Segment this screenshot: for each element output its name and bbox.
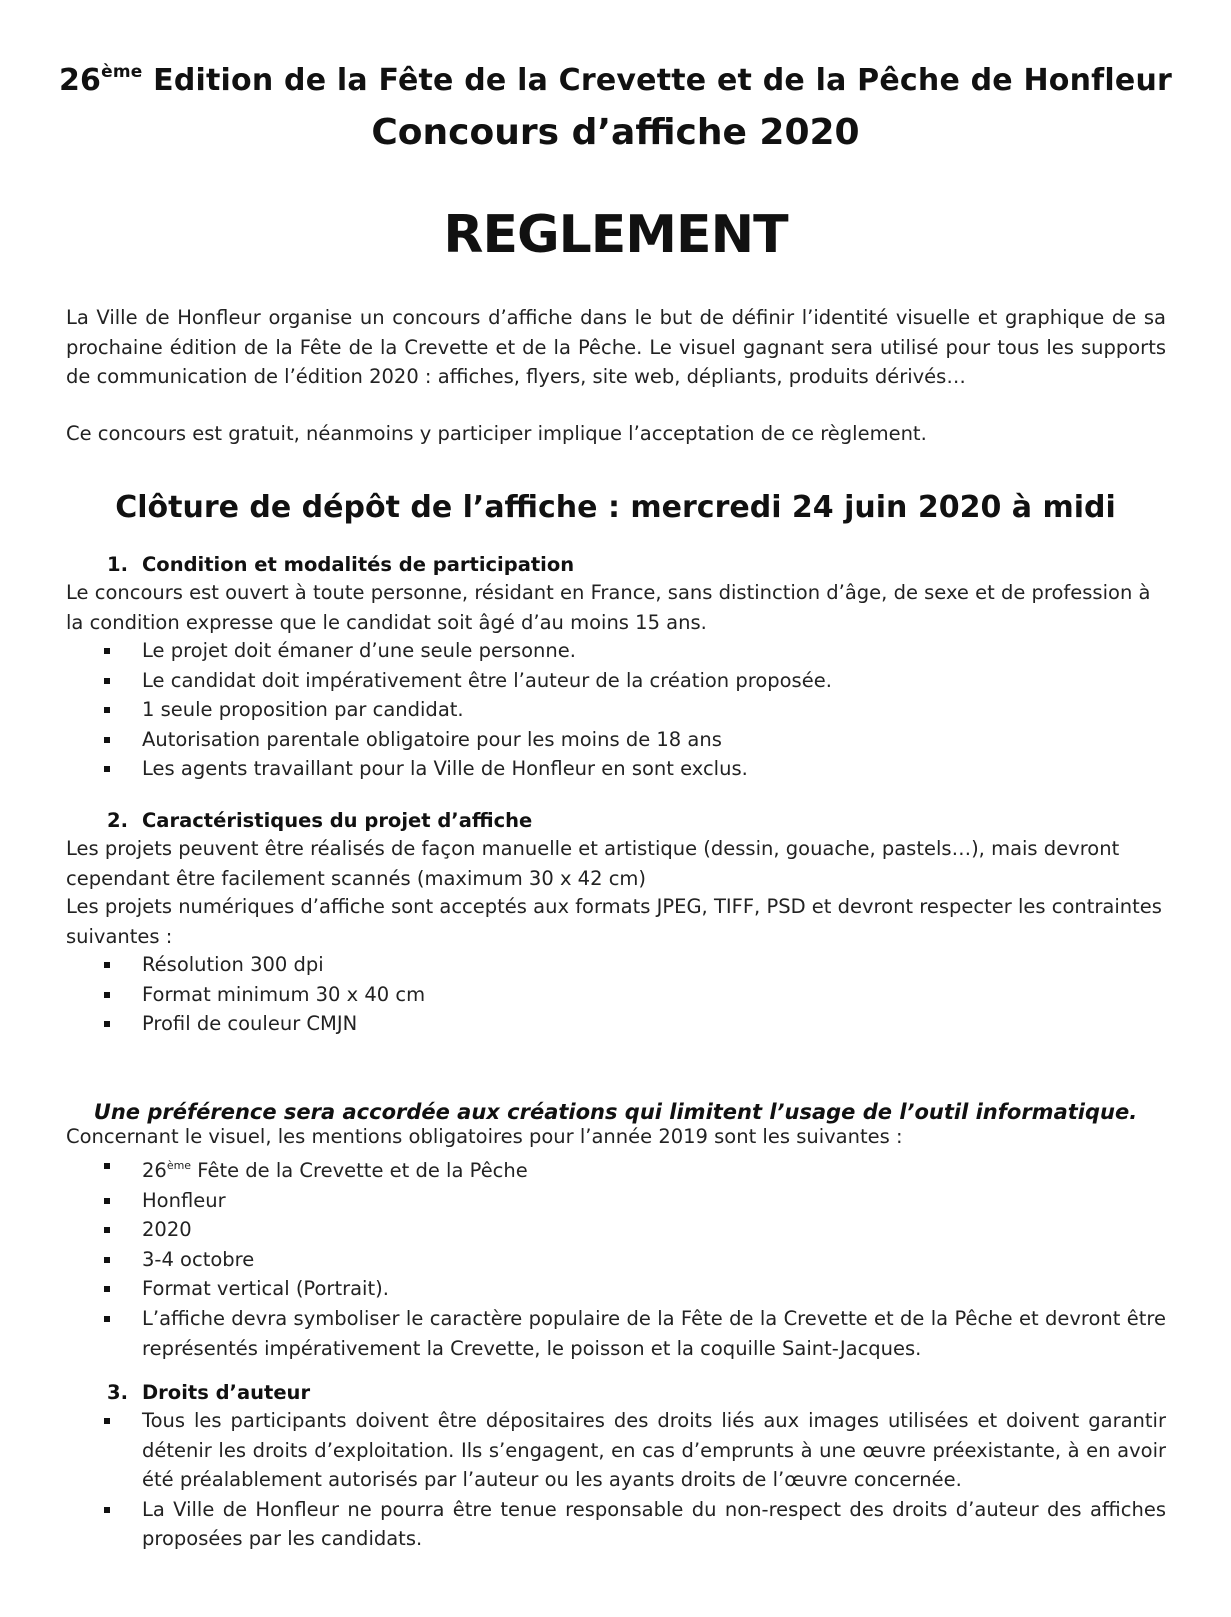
list-item: Format minimum 30 x 40 cm (66, 980, 1166, 1010)
intro-paragraph: La Ville de Honfleur organise un concours d’affiche dans le but de définir l’identité visuelle et graphique de sa prochaine édition de la Fête de la Crevette et de la Pêche. Le visuel gagnant sera utilisé pour tous les supports de communication de l’édition 2020 : affiches, flyers, site web, dépliants, produits dérivés… (66, 306, 1166, 389)
reglement-title: REGLEMENT (443, 205, 788, 265)
section-2-title: Caractéristiques du projet d’affiche (142, 809, 533, 832)
section-2-text-digital: Les projets numériques d’affiche sont acceptés aux formats JPEG, TIFF, PSD et devront respecter les contraintes suivantes : (66, 895, 1162, 948)
mentions-list (66, 1151, 1166, 1363)
section-1-text: Le concours est ouvert à toute personne, résidant en France, sans distinction d’âge, de sexe et de profession à la condition expresse que le candidat soit âgé d’au moins 15 ans. (66, 581, 1151, 634)
section-1-number: 1. (107, 553, 128, 576)
list-item: L’affiche devra symboliser le caractère populaire de la Fête de la Crevette et de la Pêche et devront être représentés impérativement la Crevette, le poisson et la coquille Saint-Jacques. (66, 1304, 1166, 1363)
section-2-heading (107, 806, 532, 835)
mention-edition-number: 26 (142, 1159, 167, 1182)
mentions-intro: Concernant le visuel, les mentions obligatoires pour l’année 2019 sont les suivantes : (66, 1125, 903, 1148)
section-2-text-manual: Les projets peuvent être réalisés de façon manuelle et artistique (dessin, gouache, pastels…), mais devront cependant être facilement scannés (maximum 30 x 42 cm) (66, 837, 1120, 890)
edition-heading (0, 62, 1231, 98)
list-item: Profil de couleur CMJN (66, 1009, 1166, 1039)
list-item: La Ville de Honfleur ne pourra être tenue responsable du non-respect des droits d’auteur des affiches proposées par les candidats. (66, 1495, 1166, 1554)
list-item: Format vertical (Portrait). (66, 1274, 1166, 1304)
list-item: Le candidat doit impérativement être l’auteur de la création proposée. (66, 666, 1166, 696)
preference-note: Une préférence sera accordée aux créations qui limitent l’usage de l’outil informatique. (93, 1100, 1138, 1124)
mention-edition-title: Fête de la Crevette et de la Pêche (191, 1159, 528, 1182)
list-item: Tous les participants doivent être dépositaires des droits liés aux images utilisées et doivent garantir détenir les droits d’exploitation. Ils s’engagent, en cas d’emprunts à une œuvre préexistante, à en avoir été préalablement autorisés par l’auteur ou les ayants droits de l’œuvre concernée. (66, 1406, 1166, 1495)
section-3-title: Droits d’auteur (142, 1381, 311, 1404)
list-item: 1 seule proposition par candidat. (66, 695, 1166, 725)
section-2-constraints-list (66, 950, 1166, 1039)
edition-suffix: ème (101, 62, 143, 82)
mention-edition-suffix: ème (166, 1159, 192, 1172)
concours-heading: Concours d’affiche 2020 (371, 112, 860, 153)
intro-acceptance: Ce concours est gratuit, néanmoins y participer implique l’acceptation de ce règlement. (66, 422, 927, 445)
section-1-list (66, 636, 1166, 784)
cloture-deadline: Clôture de dépôt de l’affiche : mercredi 24 juin 2020 à midi (115, 490, 1116, 525)
list-item: Les agents travaillant pour la Ville de Honfleur en sont exclus. (66, 754, 1166, 784)
list-item: 2020 (66, 1215, 1166, 1245)
list-item: Autorisation parentale obligatoire pour les moins de 18 ans (66, 725, 1166, 755)
list-item: Honfleur (66, 1186, 1166, 1216)
section-1-title: Condition et modalités de participation (142, 553, 575, 576)
edition-title: Edition de la Fête de la Crevette et de la Pêche de Honfleur (142, 63, 1173, 98)
list-item: Résolution 300 dpi (66, 950, 1166, 980)
edition-number: 26 (58, 63, 102, 98)
section-3-heading (107, 1378, 310, 1407)
section-2-number: 2. (107, 809, 128, 832)
list-item: Le projet doit émaner d’une seule personne. (66, 636, 1166, 666)
section-3-list (66, 1406, 1166, 1554)
list-item (66, 1151, 1166, 1186)
list-item: 3-4 octobre (66, 1245, 1166, 1275)
section-1-heading (107, 550, 574, 579)
section-3-number: 3. (107, 1381, 128, 1404)
